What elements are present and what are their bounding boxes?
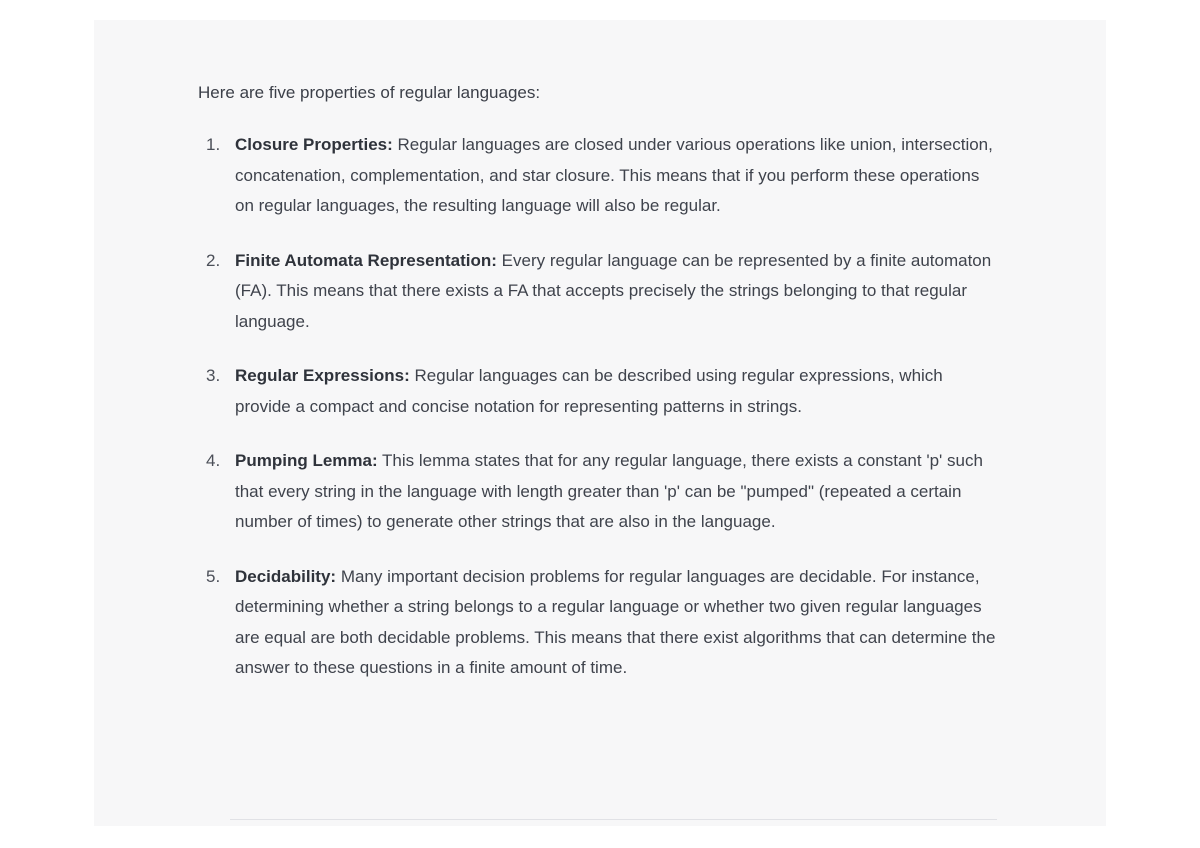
property-description: This lemma states that for any regular language, there exists a constant 'p' such that every string in the language with length greater than 'p' can be "pumped" (repeated a certain number of times) to generate other strings that are also in the language. <box>235 451 983 531</box>
property-description: Many important decision problems for regular languages are decidable. For instance, determining whether a string belongs to a regular language or whether two given regular languages are equal are both decidable problems. This means that there exist algorithms that can determine the answer to these questions in a finite amount of time. <box>235 566 996 677</box>
list-item <box>198 446 998 538</box>
message-panel <box>94 20 1106 826</box>
list-item <box>198 361 998 422</box>
list-number: 1. <box>206 135 221 154</box>
list-item <box>198 130 998 222</box>
property-term: Regular Expressions: <box>235 366 410 385</box>
intro-text: Here are five properties of regular languages: <box>198 83 541 102</box>
list-number: 3. <box>206 366 221 385</box>
divider <box>230 819 997 820</box>
list-item <box>198 562 998 684</box>
property-description: Every regular language can be represented by a finite automaton (FA). This means that there exists a FA that accepts precisely the strings belonging to that regular language. <box>235 250 992 331</box>
list-item <box>198 246 998 338</box>
list-number: 5. <box>206 566 221 586</box>
property-term: Pumping Lemma: <box>235 451 378 470</box>
property-term: Decidability: <box>235 566 337 586</box>
property-description: Regular languages can be described using regular expressions, which provide a compact and concise notation for representing patterns in strings. <box>235 366 943 416</box>
property-term: Finite Automata Representation: <box>235 250 497 270</box>
property-term: Closure Properties: <box>235 135 393 154</box>
properties-list <box>198 130 998 684</box>
message-content <box>198 78 998 708</box>
list-number: 2. <box>206 250 221 270</box>
list-number: 4. <box>206 451 221 470</box>
property-description: Regular languages are closed under various operations like union, intersection, concatenation, complementation, and star closure. This means that if you perform these operations on regular languages, the resulting language will also be regular. <box>235 135 993 215</box>
